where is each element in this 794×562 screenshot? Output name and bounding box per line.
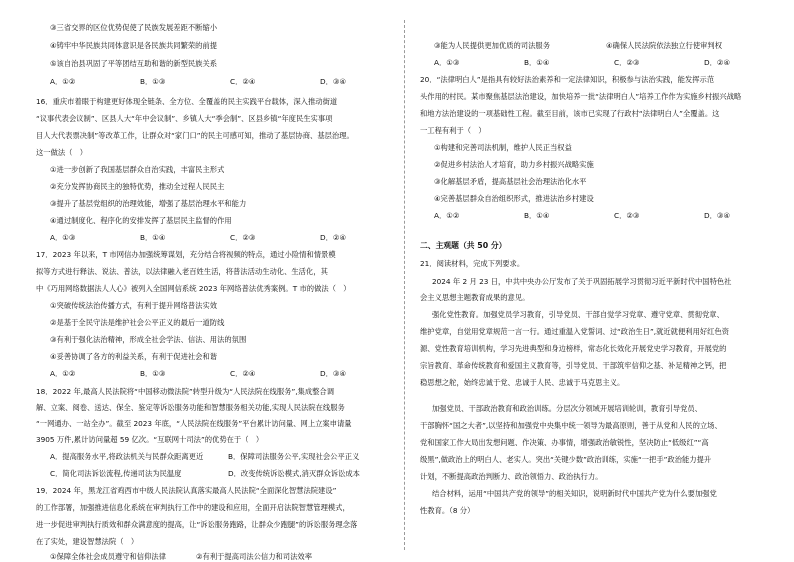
- paragraph-line: 源、党性教育培训机构，学习先进典型和身边榜样，常态化长效化开展党史学习教育，开展党的: [420, 344, 727, 353]
- choice-line: ③三省交界的区位优势促使了民族发展差距不断缩小: [50, 23, 218, 32]
- paragraph-line: 级黑”,做政治上的明白人、老实人。突出“关键少数”政治训练，实施“一把手”政治能力提升: [420, 455, 712, 464]
- option-c: C．②③: [614, 211, 640, 220]
- option-a: A．提高服务水平,将政法机关与民群众距离更近: [50, 452, 204, 461]
- option-d: D．③④: [320, 369, 346, 378]
- paragraph-line: 2024 年 2 月 23 日，中共中央办公厅发布了关于巩固拓展学习贯彻习近平新时代中国特色社: [432, 277, 732, 286]
- question-19-line: 在了实处，建设智慧法院（ ）: [36, 537, 139, 546]
- question-17-line: 17．2023 年以来，T 市网信办加强统筹谋划，充分结合将视频的特点，通过小险情和情景模: [36, 250, 336, 259]
- question-18-line: “一网通办、一站全办”。截至 2023 年底，“人民法院在线服务”平台累计访问量、网上立案申请量: [36, 419, 352, 428]
- question-17-line: 中《巧用网络数据法人人心》被列入全国网信系统 2023 年网络普法优秀案例。T 市的做法（ ）: [36, 284, 351, 293]
- option-d: D．③④: [320, 77, 346, 86]
- paragraph-line: 宗旨教育、革命传统教育和爱国主义教育等，引导党员、干部筑牢信仰之基、补足精神之钙，把: [420, 361, 727, 370]
- option-b: B．①④: [524, 211, 550, 220]
- paragraph-line: 结合材料，运用“中国共产党的领导”的相关知识，说明新时代中国共产党为什么要加强党: [432, 489, 717, 498]
- question-18-line: 3905 万件,累计访问量超 59 亿次。“互联网十司法”的优势在于（ ）: [36, 435, 264, 444]
- section-title: 二、主观题（共 50 分）: [420, 241, 507, 250]
- choice-line: ②有利于提高司法公信力和司法效率: [196, 552, 312, 561]
- question-18-line: 解、立案、阅卷、送达、保全、鉴定等诉讼服务功能和智慧服务相关功能,实现人民法院在线服务: [36, 403, 345, 412]
- option-d: D．③④: [704, 211, 730, 220]
- choice-line: ③提升了基层党组织的治理效能，增强了基层治理水平和能力: [50, 199, 247, 208]
- question-20-line: 一工程有利于（ ）: [420, 126, 486, 135]
- paragraph-line: 会主义思想主题教育成果的意见。: [420, 293, 530, 302]
- question-19-line: 的工作部署，加强推进信息化系统在审判执行工作中的建设和应用，全面开启法院智慧管理模式，: [36, 503, 350, 512]
- choice-line: ②促进乡村法治人才培育，助力乡村振兴战略实施: [434, 160, 594, 169]
- option-a: A．①③: [434, 58, 460, 67]
- question-21-head: 21．阅读材料，完成下列要求。: [420, 259, 525, 268]
- option-a: A．①②: [50, 369, 76, 378]
- paragraph-line: 计划，不断提高政治判断力、政治领悟力、政治执行力。: [420, 472, 603, 481]
- option-d: D．改变传统诉讼模式,消灭群众诉讼成本: [228, 469, 360, 478]
- paragraph-line: 加强党员、干部政治教育和政治训练。分层次分领域开展培训轮训，教育引导党员、: [432, 404, 702, 413]
- question-19-line: 进一步促进审判执行质效和群众满意度的提高，让“诉讼服务跑路，让群众少跑腿”的诉讼服务理念落: [36, 520, 358, 529]
- option-c: C．②③: [614, 58, 640, 67]
- question-18-line: 18．2022 年,最高人民法院将“中国移动微法院”转型升级为“人民法院在线服务”,集成整合调: [36, 387, 335, 396]
- option-a: A．①②: [50, 77, 76, 86]
- paragraph-line: 党和国家工作大局出发想问题、作决策、办事情，增强政治敏锐性，坚决防止“低级红”“高: [420, 438, 709, 447]
- choice-line: ①突破传统法治传播方式，有利于提升网络普法实效: [50, 301, 218, 310]
- question-16-line: 16．重庆市着眼于构建更好体现全链条、全方位、全覆盖的民主实践平台载体，深入推动街道: [36, 97, 338, 106]
- option-c: C．②④: [230, 369, 256, 378]
- paragraph-line: 干部胸怀“国之大者”,以坚持和加强党中央集中统一领导为最高原则，善于从党和人民的立场、: [420, 421, 722, 430]
- choice-line: ③有利于强化法治精神，形成全社会学法、信法、用法的氛围: [50, 335, 247, 344]
- choice-line: ③能为人民提供更加优质的司法服务: [434, 41, 550, 50]
- paragraph-line: 维护党章，自觉用党章规范一言一行。通过重温入党誓词、过“政治生日”,就近就便利用好红色资: [420, 327, 730, 336]
- question-20-line: 20．“法律明白人”是指具有较好法治素养和一定法律知识，积极参与法治实践，能发挥示范: [420, 75, 715, 84]
- choice-line: ①进一步创新了我国基层群众自治实践，丰富民主形式: [50, 165, 225, 174]
- paragraph-line: 强化党性教育。加强党员学习教育，引导党员、干部自觉学习党章、遵守党章、贯彻党章、: [432, 310, 724, 319]
- question-16-line: 这一做法（ ）: [36, 148, 88, 157]
- choice-line: ⑤该自治县巩固了平等团结互助和谐的新型民族关系: [50, 59, 218, 68]
- choice-line: ④通过制度化、程序化的安排发挥了基层民主监督的作用: [50, 216, 232, 225]
- choice-line: ①构建和完善司法机制，维护人民正当权益: [434, 143, 572, 152]
- choice-line: ②充分发挥协商民主的独特优势，推动全过程人民民主: [50, 182, 225, 191]
- choice-line: ④完善基层群众自治组织形式，推进法治乡村建设: [434, 194, 594, 203]
- question-16-line: 目人大代表票决制”等改革工作，让群众对“家门口”的民主可感可知，推动了基层协商、基层治理。: [36, 131, 354, 140]
- paragraph-line: 性教育。（8 分）: [420, 506, 475, 515]
- option-a: A．①②: [434, 211, 460, 220]
- question-20-line: 头作用的村民。某市聚焦基层法治建设，加快培养一批“法律明白人”培养工作作为实施乡村振兴战略: [420, 92, 742, 101]
- column-divider: [404, 20, 405, 550]
- question-17-line: 拟等方式进行释法、说法、普法，以法律融入老百姓生活，将普法活动生动化、生活化，其: [36, 267, 328, 276]
- option-c: C．简化司法诉讼流程,传递司法为民温度: [50, 469, 182, 478]
- option-b: B．①④: [524, 58, 550, 67]
- option-c: C．②④: [230, 77, 256, 86]
- choice-line: ④铸牢中华民族共同体意识是各民族共同繁荣的前提: [50, 41, 218, 50]
- question-16-line: “议事代表会议制”、区县人大“年中会议制”、乡镇人大“季会制”、区县乡镇“年度民生实事项: [36, 114, 333, 123]
- option-b: B．保障司法服务公平,实现社会公平正义: [228, 452, 360, 461]
- option-d: D．②④: [704, 58, 730, 67]
- option-b: B．①③: [140, 369, 166, 378]
- choice-line: ④确保人民法院依法独立行使审判权: [606, 41, 722, 50]
- option-b: B．①③: [140, 77, 166, 86]
- choice-line: ④妥善协调了各方的利益关系，有利于促进社会和谐: [50, 352, 218, 361]
- question-19-line: 19．2024 年，黑龙江省鸡西市中级人民法院认真落实最高人民法院“全面深化智慧法院建设”: [36, 486, 337, 495]
- choice-line: ③化解基层矛盾，提高基层社会治理法治化水平: [434, 177, 587, 186]
- paragraph-line: 稳思想之舵，始终忠诚于党、忠诚于人民、忠诚于马克思主义。: [420, 378, 625, 387]
- choice-line: ①保障全体社会成员遵守和信仰法律: [50, 552, 166, 561]
- choice-line: ②是基于全民守法是维护社会公平正义的最后一道防线: [50, 318, 225, 327]
- question-20-line: 和地方法治建设的一项基础性工程。截至目前，该市已实现了行政村“法律明白人”全覆盖。这: [420, 109, 720, 118]
- option-c: C．②③: [230, 233, 256, 242]
- option-b: B．①④: [140, 233, 166, 242]
- option-a: A．①③: [50, 233, 76, 242]
- option-d: D．②④: [320, 233, 346, 242]
